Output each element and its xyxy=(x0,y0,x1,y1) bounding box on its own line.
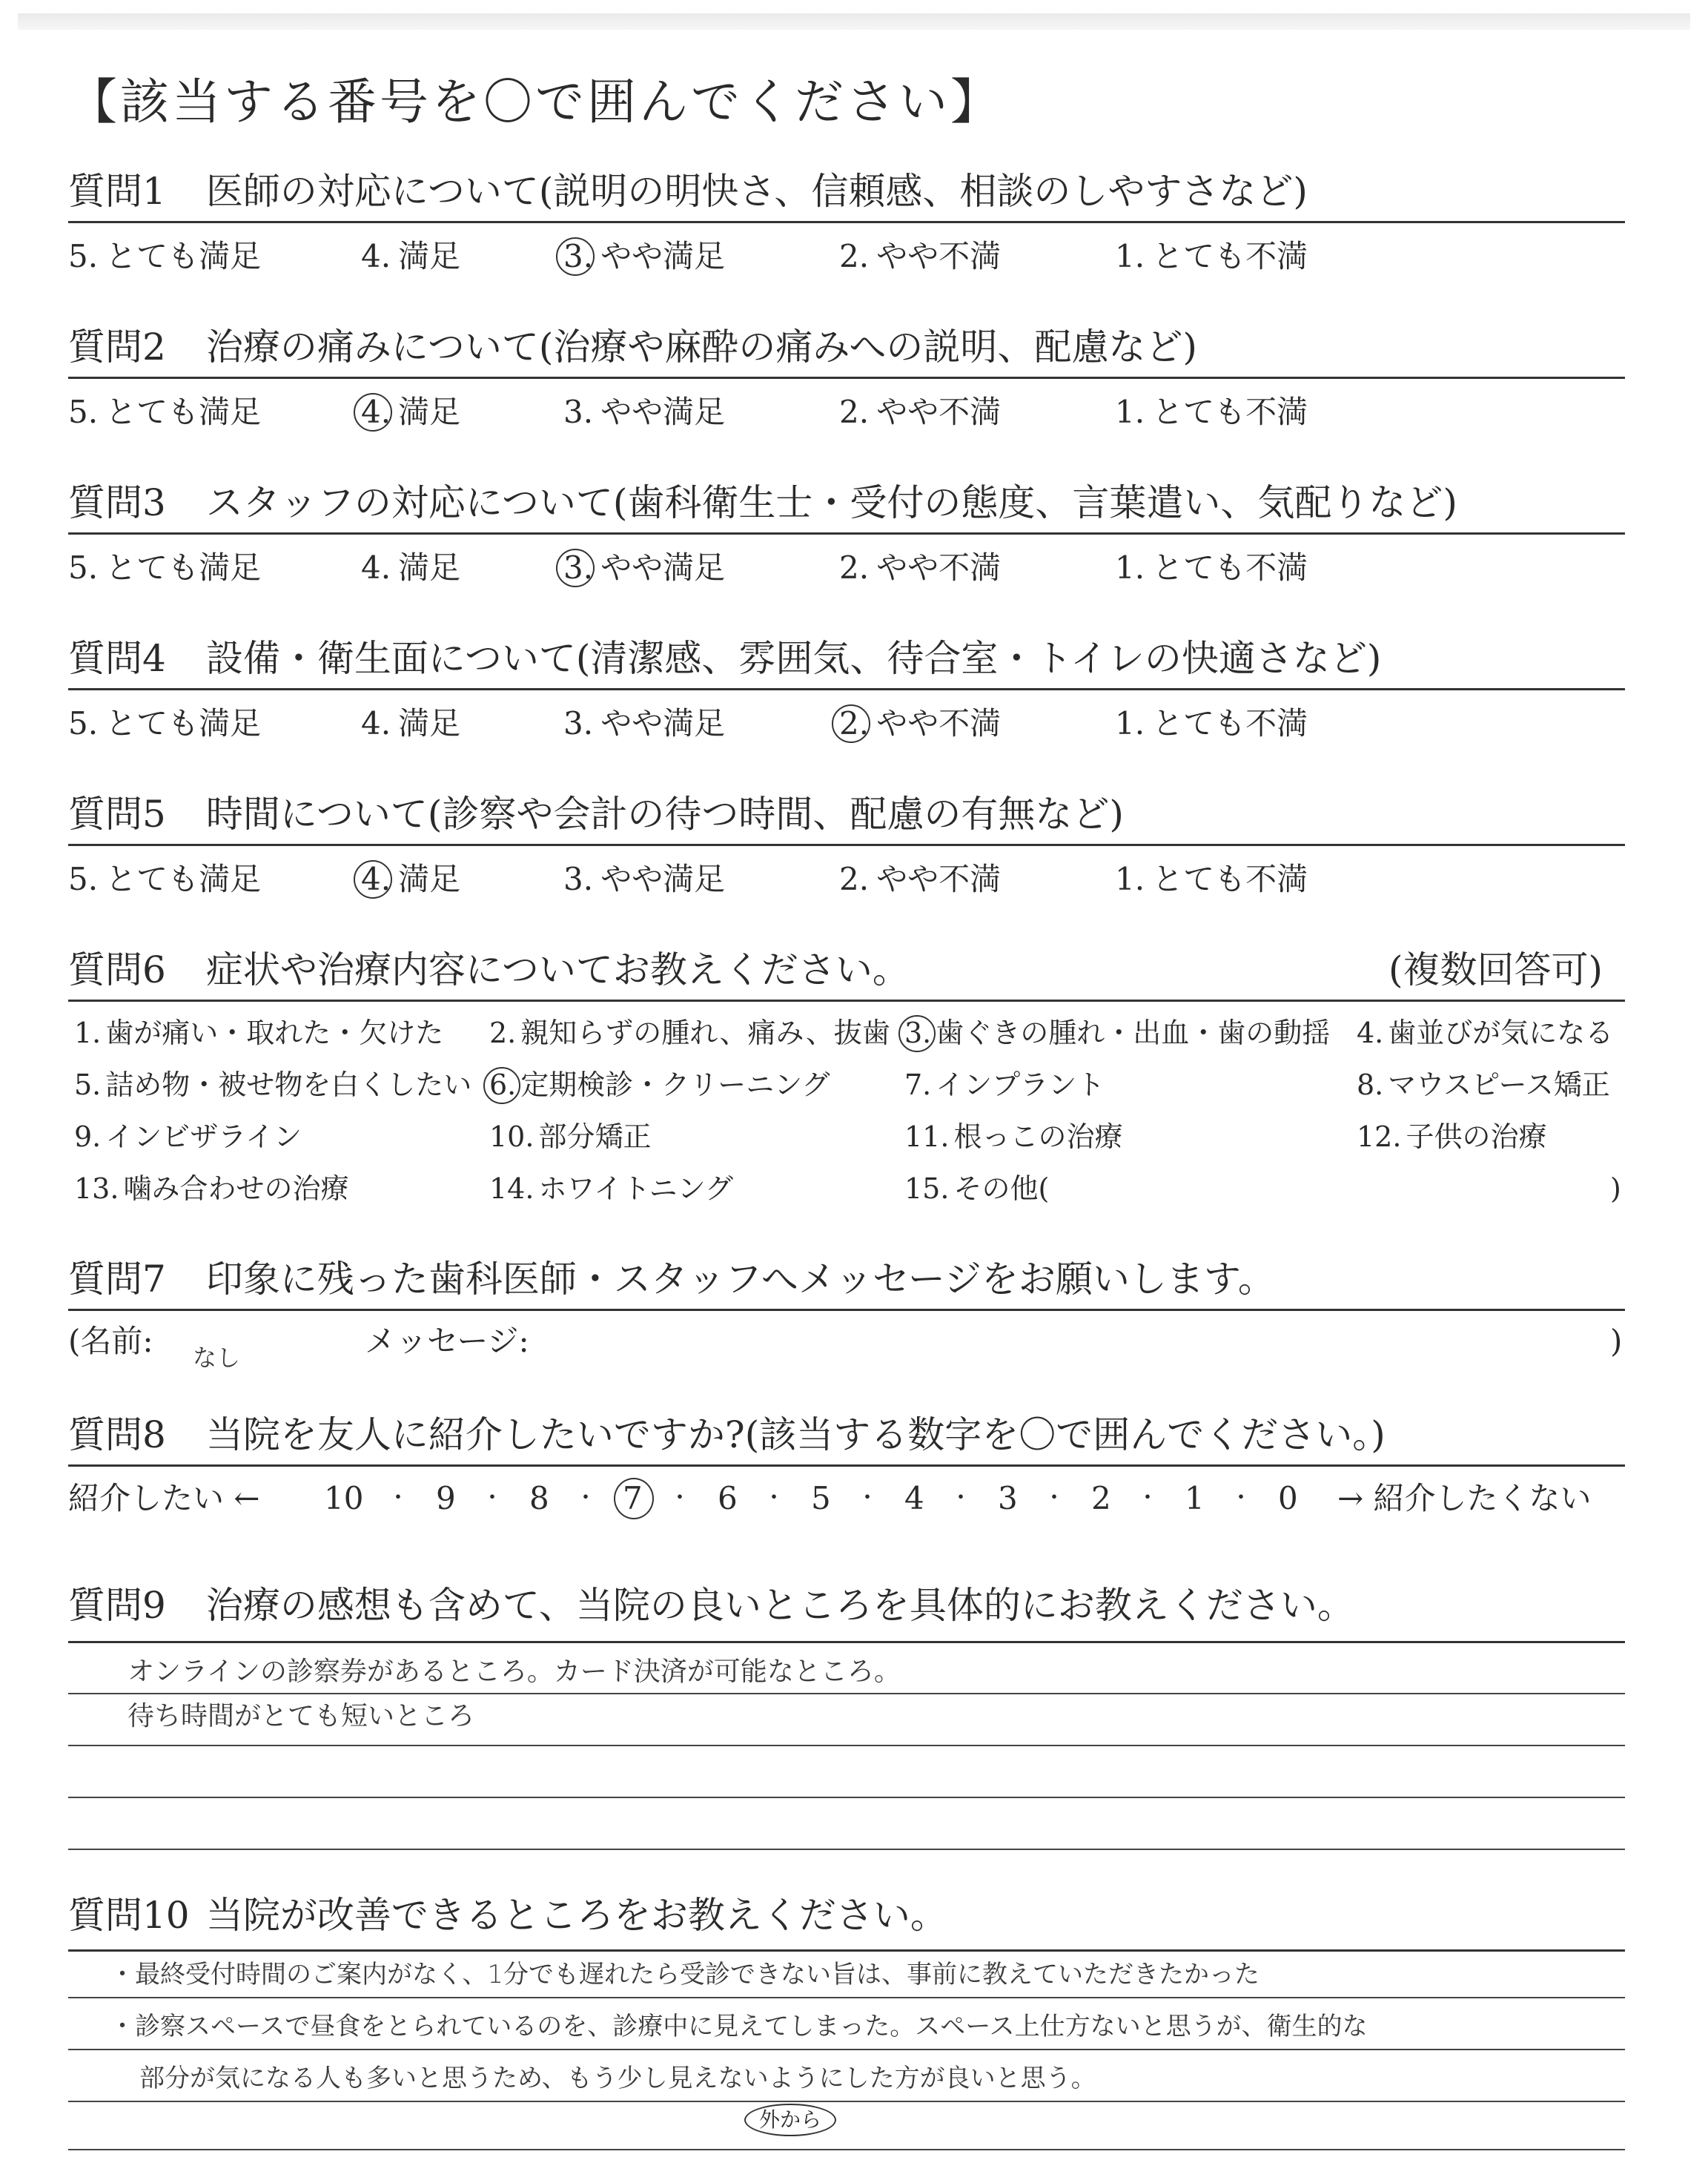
option-5[interactable]: 5. とても満足 xyxy=(68,394,262,430)
message-close-paren: ) xyxy=(1610,1323,1623,1359)
answer-rule xyxy=(68,1641,1625,1643)
scale-separator: ・ xyxy=(669,1485,691,1511)
question-5 xyxy=(68,792,1625,897)
scale-separator: ・ xyxy=(950,1485,972,1511)
scale-separator: ・ xyxy=(856,1485,878,1511)
scale-0[interactable]: 0 xyxy=(1278,1480,1298,1516)
option-5[interactable]: 5. とても満足 xyxy=(68,705,262,742)
option-5[interactable]: 5. とても満足 xyxy=(68,861,262,897)
question-4 xyxy=(68,636,1625,742)
question-text: 治療の感想も含めて、当院の良いところを具体的にお教えください。 xyxy=(205,1584,1354,1627)
question-number: 質問7 xyxy=(68,1258,166,1301)
question-2 xyxy=(68,325,1625,430)
symptom-option-8[interactable]: 8. マウスピース矯正 xyxy=(1357,1069,1610,1101)
symptom-option-12[interactable]: 12. 子供の治療 xyxy=(1357,1120,1547,1153)
name-label: (名前: xyxy=(68,1323,153,1359)
option-4[interactable]: 4. 満足 xyxy=(361,238,461,274)
question-8 xyxy=(68,1413,1625,1516)
symptom-option-14[interactable]: 14. ホワイトニング xyxy=(489,1172,734,1205)
answer-rule xyxy=(68,2101,1625,2102)
question-1 xyxy=(68,169,1625,274)
scale-2[interactable]: 2 xyxy=(1091,1480,1111,1516)
symptom-option-4[interactable]: 4. 歯並びが気になる xyxy=(1357,1017,1614,1049)
question-2-heading xyxy=(68,325,1625,369)
answer-rule xyxy=(68,1797,1625,1798)
answer-rule xyxy=(68,1997,1625,1998)
question-9 xyxy=(68,1583,1625,1731)
symptom-option-10[interactable]: 10. 部分矯正 xyxy=(489,1120,652,1153)
scale-1[interactable]: 1 xyxy=(1185,1480,1205,1516)
question-1-heading xyxy=(68,169,1625,214)
question-text: 医師の対応について(説明の明快さ、信頼感、相談のしやすさなど) xyxy=(205,170,1308,213)
question-number: 質問6 xyxy=(68,948,166,991)
divider xyxy=(68,377,1625,379)
question-7 xyxy=(68,1257,1625,1372)
divider xyxy=(68,1000,1625,1002)
question-text: 当院が改善できるところをお教えください。 xyxy=(205,1894,947,1937)
divider xyxy=(68,1464,1625,1467)
answer-rule xyxy=(68,1849,1625,1850)
answer-rule xyxy=(68,1745,1625,1746)
question-number: 質問9 xyxy=(68,1584,166,1627)
scale-left-label: 紹介したい ← xyxy=(68,1480,260,1516)
page-title: 【該当する番号を〇で囲んでください】 xyxy=(68,73,1002,131)
rating-options xyxy=(68,703,1625,747)
option-5[interactable]: 5. とても満足 xyxy=(68,238,262,274)
divider xyxy=(68,1309,1625,1311)
message-label: メッセージ: xyxy=(365,1323,529,1359)
option-4-selected[interactable]: 4. 満足 xyxy=(361,392,460,433)
option-3-selected[interactable]: 3. やや満足 xyxy=(563,236,725,277)
improvement-line-2[interactable]: ・診察スペースで昼食をとられているのを、診療中に見えてしまった。スペース上仕方ないと思うが、衛生的な xyxy=(110,2012,1368,2041)
answer-rule xyxy=(68,1949,1625,1952)
name-value[interactable]: なし xyxy=(193,1344,241,1372)
option-1[interactable]: 1. とても不満 xyxy=(1115,394,1308,430)
option-3[interactable]: 3. やや満足 xyxy=(563,394,726,430)
option-2[interactable]: 2. やや不満 xyxy=(839,861,1002,897)
question-8-heading xyxy=(68,1413,1625,1457)
question-text: 設備・衛生面について(清潔感、雰囲気、待合室・トイレの快適さなど) xyxy=(205,637,1382,680)
symptom-option-7[interactable]: 7. インプラント xyxy=(904,1069,1105,1101)
scale-separator: ・ xyxy=(763,1485,785,1511)
divider xyxy=(68,532,1625,535)
question-number: 質問4 xyxy=(68,637,166,680)
scale-separator: ・ xyxy=(1043,1485,1065,1511)
question-9-heading xyxy=(68,1583,1625,1628)
improvement-line-1[interactable]: ・最終受付時間のご案内がなく、1分でも遅れたら受診できない旨は、事前に教えていただきたかった xyxy=(110,1960,1260,1989)
scale-7-selected[interactable]: 7 xyxy=(623,1478,643,1519)
question-10-heading xyxy=(68,1893,1625,1938)
question-7-heading xyxy=(68,1257,1625,1301)
option-1[interactable]: 1. とても不満 xyxy=(1115,549,1308,586)
scale-separator: ・ xyxy=(1136,1485,1159,1511)
symptom-option-9[interactable]: 9. インビザライン xyxy=(74,1120,302,1153)
question-3 xyxy=(68,480,1625,586)
scale-separator: ・ xyxy=(481,1485,503,1511)
rating-options xyxy=(68,859,1625,903)
question-10 xyxy=(68,1893,1625,2132)
scale-separator: ・ xyxy=(387,1485,409,1511)
option-2[interactable]: 2. やや不満 xyxy=(839,238,1002,274)
improvement-line-3[interactable]: 部分が気になる人も多いと思うため、もう少し見えないようにした方が良いと思う。 xyxy=(139,2064,1096,2093)
question-5-heading xyxy=(68,792,1625,836)
question-6 xyxy=(68,948,1625,1205)
question-6-heading xyxy=(68,948,1625,992)
question-4-heading xyxy=(68,636,1625,681)
scale-9[interactable]: 9 xyxy=(436,1480,456,1516)
question-number: 質問3 xyxy=(68,481,166,524)
other-close-paren: ) xyxy=(1610,1172,1621,1205)
multiple-answers-note: (複数回答可) xyxy=(1388,948,1603,991)
question-3-heading xyxy=(68,480,1625,525)
option-1[interactable]: 1. とても不満 xyxy=(1115,238,1308,274)
divider xyxy=(68,221,1625,223)
symptom-option-2[interactable]: 2. 親知らずの腫れ、痛み、抜歯 xyxy=(489,1017,890,1049)
symptom-option-3-selected[interactable]: 3. 歯ぐきの腫れ・出血・歯の動揺 xyxy=(904,1014,1330,1051)
answer-rule xyxy=(68,2149,1625,2150)
scale-separator: ・ xyxy=(575,1485,597,1511)
scan-edge xyxy=(18,13,1690,30)
question-text: 印象に残った歯科医師・スタッフへメッセージをお願いします。 xyxy=(205,1258,1275,1301)
rating-options xyxy=(68,392,1625,436)
option-1[interactable]: 1. とても不満 xyxy=(1115,861,1308,897)
insert-note-oval: 外から xyxy=(744,2104,836,2136)
option-2-selected[interactable]: 2. やや不満 xyxy=(839,703,1001,744)
option-3[interactable]: 3. やや満足 xyxy=(563,861,726,897)
question-number: 質問8 xyxy=(68,1413,166,1456)
question-number: 質問1 xyxy=(68,170,166,213)
scale-4[interactable]: 4 xyxy=(904,1480,924,1516)
divider xyxy=(68,688,1625,690)
answer-rule xyxy=(68,1693,1625,1694)
option-3[interactable]: 3. やや満足 xyxy=(563,705,726,742)
option-1[interactable]: 1. とても不満 xyxy=(1115,705,1308,742)
answer-line-2[interactable]: 待ち時間がとても短いところ xyxy=(128,1701,475,1731)
question-text: 当院を友人に紹介したいですか?(該当する数字を〇で囲んでください。) xyxy=(205,1413,1386,1456)
question-text: 治療の痛みについて(治療や麻酔の痛みへの説明、配慮など) xyxy=(205,326,1197,369)
symptom-option-15-other[interactable]: 15. その他( xyxy=(904,1172,1050,1205)
option-4[interactable]: 4. 満足 xyxy=(361,705,461,742)
option-4-selected[interactable]: 4. 満足 xyxy=(361,859,460,900)
rating-options xyxy=(68,236,1625,280)
question-number: 質問10 xyxy=(68,1894,190,1937)
symptom-option-13[interactable]: 13. 噛み合わせの治療 xyxy=(74,1172,349,1205)
symptom-option-11[interactable]: 11. 根っこの治療 xyxy=(904,1120,1123,1153)
divider xyxy=(68,844,1625,846)
scale-8[interactable]: 8 xyxy=(529,1480,549,1516)
question-text: 症状や治療内容についてお教えください。 xyxy=(205,948,910,991)
symptom-option-6-selected[interactable]: 6. 定期検診・クリーニング xyxy=(489,1066,830,1103)
symptom-option-1[interactable]: 1. 歯が痛い・取れた・欠けた xyxy=(74,1017,444,1049)
option-3-selected[interactable]: 3. やや満足 xyxy=(563,547,725,589)
symptom-option-5[interactable]: 5. 詰め物・被せ物を白くしたい xyxy=(74,1069,472,1101)
option-4[interactable]: 4. 満足 xyxy=(361,549,461,586)
question-text: 時間について(診察や会計の待つ時間、配慮の有無など) xyxy=(205,793,1124,836)
scale-3[interactable]: 3 xyxy=(998,1480,1018,1516)
answer-line-1[interactable]: オンラインの診察券があるところ。カード決済が可能なところ。 xyxy=(128,1657,901,1687)
scale-10[interactable]: 10 xyxy=(324,1480,364,1516)
scale-6[interactable]: 6 xyxy=(718,1480,738,1516)
answer-rule xyxy=(68,2049,1625,2050)
question-text: スタッフの対応について(歯科衛生士・受付の態度、言葉遣い、気配りなど) xyxy=(205,481,1457,524)
option-5[interactable]: 5. とても満足 xyxy=(68,549,262,586)
question-number: 質問5 xyxy=(68,793,166,836)
rating-options xyxy=(68,547,1625,592)
question-number: 質問2 xyxy=(68,326,166,369)
recommend-scale xyxy=(68,1478,1625,1522)
scale-separator: ・ xyxy=(1230,1485,1252,1511)
scale-right-label: → 紹介したくない xyxy=(1337,1480,1592,1516)
option-2[interactable]: 2. やや不満 xyxy=(839,394,1002,430)
option-2[interactable]: 2. やや不満 xyxy=(839,549,1002,586)
scale-5[interactable]: 5 xyxy=(811,1480,831,1516)
